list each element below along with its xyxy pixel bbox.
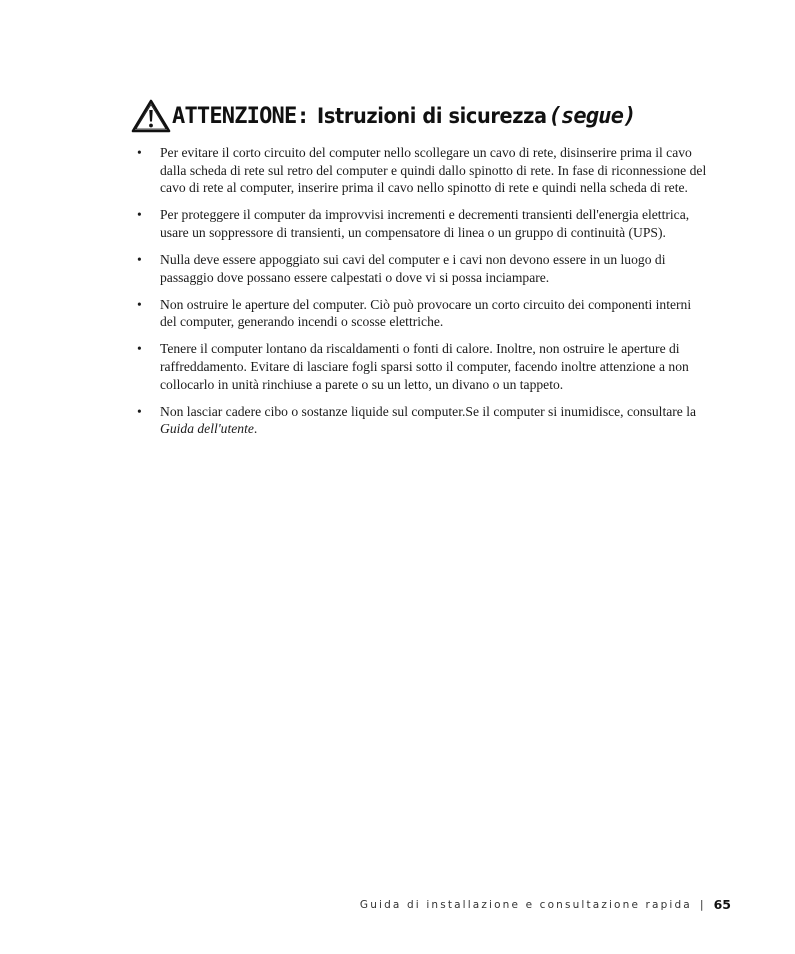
warning-triangle-icon (131, 99, 171, 133)
bullet-marker: • (137, 296, 142, 312)
list-item (137, 206, 707, 241)
bullet-marker: • (137, 145, 142, 160)
warning-label: ATTENZIONE: (172, 103, 309, 129)
list-item-text: Nulla deve essere appoggiato sui cavi del computer e i cavi non devono essere in un luogo di passaggio dove possano essere calpestati o dove vi si possa inciampare. (160, 251, 666, 285)
section-heading (131, 98, 731, 134)
list-item-text: Per proteggere il computer da improvvisi incrementi e decrementi transienti dell'energia elettrica, usare un soppressore di transienti, un compensatore di linea o un gruppo di continuità (UPS). (160, 207, 690, 240)
bullet-marker: • (137, 207, 142, 223)
bullet-marker: • (137, 403, 142, 419)
bullet-marker: • (137, 341, 142, 357)
page-number: 65 (713, 897, 731, 912)
footer-document-title: Guida di installazione e consultazione rapida (359, 898, 692, 911)
list-item-text: Non ostruire le aperture del computer. Ciò può provocare un corto circuito dei componenti interni del computer, generando incendi o scosse elettriche. (160, 296, 692, 330)
bullet-marker: • (137, 251, 142, 267)
list-item (137, 296, 707, 331)
page-footer (360, 897, 731, 912)
list-item (137, 144, 707, 197)
list-item-text: Tenere il computer lontano da riscaldamenti o fonti di calore. Inoltre, non ostruire le aperture di raffreddamento. Evitare di lasciare fogli sparsi sotto il computer, facendo inoltre attenzione a non collocarlo in unità rinchiuse a parete o su un letto, un divano o un tappeto. (160, 341, 689, 392)
guide-title-emphasis: Guida dell'utente (160, 421, 254, 437)
list-item (137, 251, 707, 286)
list-item-text: Per evitare il corto circuito del computer nello scollegare un cavo di rete, disinserire prima il cavo dalla scheda di rete sul retro del computer e quindi dallo spinotto di rete. In fase di riconnessione del cavo di rete al computer, inserire prima il cavo nello spinotto di rete e quindi nella scheda di rete. (160, 145, 707, 196)
continued-label: (segue) (548, 103, 636, 129)
list-item (137, 403, 707, 438)
safety-instruction-list (137, 144, 707, 447)
page-title: Istruzioni di sicurezza (316, 104, 547, 128)
list-item (137, 340, 707, 393)
footer-separator: | (699, 898, 704, 911)
list-item-text: Non lasciar cadere cibo o sostanze liquide sul computer.Se il computer si inumidisce, consultare la Guida dell'utente. (160, 403, 697, 437)
